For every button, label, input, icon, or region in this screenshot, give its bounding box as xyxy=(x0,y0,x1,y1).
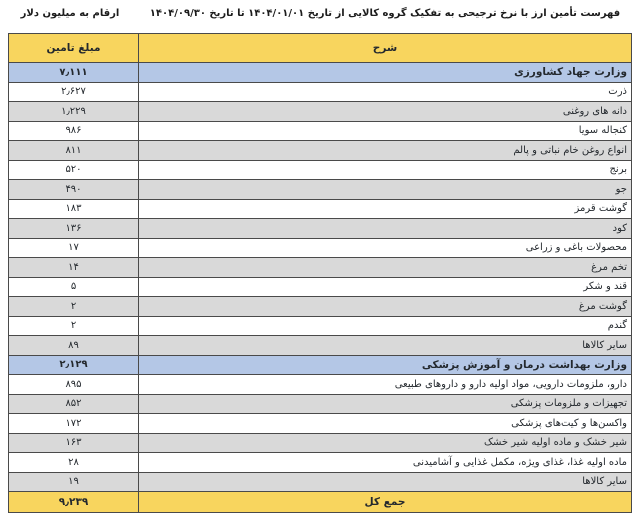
amount-cell: ۱۶۳ xyxy=(9,434,139,453)
amount-cell: ۱٫۲۲۹ xyxy=(9,102,139,121)
amount-cell: ۲۸ xyxy=(9,453,139,472)
description-cell: گندم xyxy=(607,320,627,332)
table-row xyxy=(9,121,631,141)
description-cell: واکسن‌ها و کیت‌های پزشکی xyxy=(511,417,627,429)
description-cell: جو xyxy=(615,183,627,195)
amount-cell: ۴۹۰ xyxy=(9,180,139,199)
amount-cell: ۲ xyxy=(9,317,139,336)
description-cell: قند و شکر xyxy=(583,281,627,293)
table-header-row xyxy=(9,34,631,63)
amount-cell: ۱۷۲ xyxy=(9,414,139,433)
description-cell: سایر کالاها xyxy=(582,476,627,488)
table-row xyxy=(9,355,631,375)
description-cell: کنجاله سویا xyxy=(578,125,627,137)
table-row xyxy=(9,452,631,472)
amount-cell: ۸۵۲ xyxy=(9,395,139,414)
table-row xyxy=(9,218,631,238)
table-row xyxy=(9,316,631,336)
total-row xyxy=(9,491,631,512)
description-cell: کود xyxy=(612,222,627,234)
description-cell: تخم مرغ xyxy=(591,261,627,273)
amount-cell: ۲٫۱۲۹ xyxy=(9,356,139,375)
table-row xyxy=(9,140,631,160)
table-row xyxy=(9,82,631,102)
table-row xyxy=(9,101,631,121)
description-cell: تجهیزات و ملزومات پزشکی xyxy=(510,398,627,410)
table-row xyxy=(9,472,631,492)
description-cell: انواع روغن خام نباتی و پالم xyxy=(513,144,627,156)
description-cell: ذرت xyxy=(608,86,627,98)
description-cell: وزارت بهداشت درمان و آموزش پزشکی xyxy=(421,358,627,371)
description-cell: شیر خشک و ماده اولیه شیر خشک xyxy=(484,437,627,449)
description-cell: دانه های روغنی xyxy=(562,105,627,117)
amount-cell: ۱۹ xyxy=(9,473,139,492)
amount-cell: ۸۱۱ xyxy=(9,141,139,160)
table-row xyxy=(9,335,631,355)
table-body xyxy=(9,63,631,491)
table-row xyxy=(9,433,631,453)
amount-cell: ۱۸۳ xyxy=(9,200,139,219)
description-cell: وزارت جهاد کشاورزی xyxy=(514,66,627,79)
amount-cell: ۵ xyxy=(9,278,139,297)
amount-cell: ۸۹ xyxy=(9,336,139,355)
description-column-header: شرح xyxy=(372,42,398,54)
table-row xyxy=(9,296,631,316)
description-cell: دارو، ملزومات دارویی، مواد اولیه دارو و داروهای طبیعی xyxy=(394,378,627,390)
amount-cell: ۷٫۱۱۱ xyxy=(9,63,139,82)
description-cell: ماده اولیه غذا، غذای ویژه، مکمل غذایی و آشامیدنی xyxy=(412,456,627,468)
page-title: فهرست تأمین ارز با نرخ ترجیحی به تفکیک گروه کالایی از تاریخ ۱۴۰۴/۰۱/۰۱ تا تاریخ ۱۴۰۴/۰۹/۳۰ xyxy=(149,8,621,19)
amount-cell: ۵۲۰ xyxy=(9,161,139,180)
table-row xyxy=(9,199,631,219)
description-cell: برنج xyxy=(609,164,627,176)
amount-cell: ۸۹۵ xyxy=(9,375,139,394)
table-row xyxy=(9,179,631,199)
table-row xyxy=(9,277,631,297)
table-row xyxy=(9,394,631,414)
description-cell: گوشت قرمز xyxy=(574,203,627,215)
amount-column-header: مبلغ تامین xyxy=(9,34,139,62)
table-row xyxy=(9,63,631,82)
total-amount: ۹٫۲۳۹ xyxy=(9,492,139,512)
amount-cell: ۲ xyxy=(9,297,139,316)
amount-cell: ۱۷ xyxy=(9,239,139,258)
currency-allocation-table xyxy=(8,33,632,513)
table-row xyxy=(9,257,631,277)
amount-cell: ۹۸۶ xyxy=(9,122,139,141)
total-label: جمع کل xyxy=(364,496,406,508)
description-cell: گوشت مرغ xyxy=(578,300,627,312)
amount-cell: ۱۴ xyxy=(9,258,139,277)
table-row xyxy=(9,160,631,180)
table-row xyxy=(9,238,631,258)
table-row xyxy=(9,374,631,394)
description-cell: محصولات باغی و زراعی xyxy=(525,242,627,254)
amount-cell: ۲٫۶۲۷ xyxy=(9,83,139,102)
description-cell: سایر کالاها xyxy=(582,339,627,351)
table-row xyxy=(9,413,631,433)
amount-cell: ۱۳۶ xyxy=(9,219,139,238)
unit-note: ارقام به میلیون دلار xyxy=(20,8,120,19)
